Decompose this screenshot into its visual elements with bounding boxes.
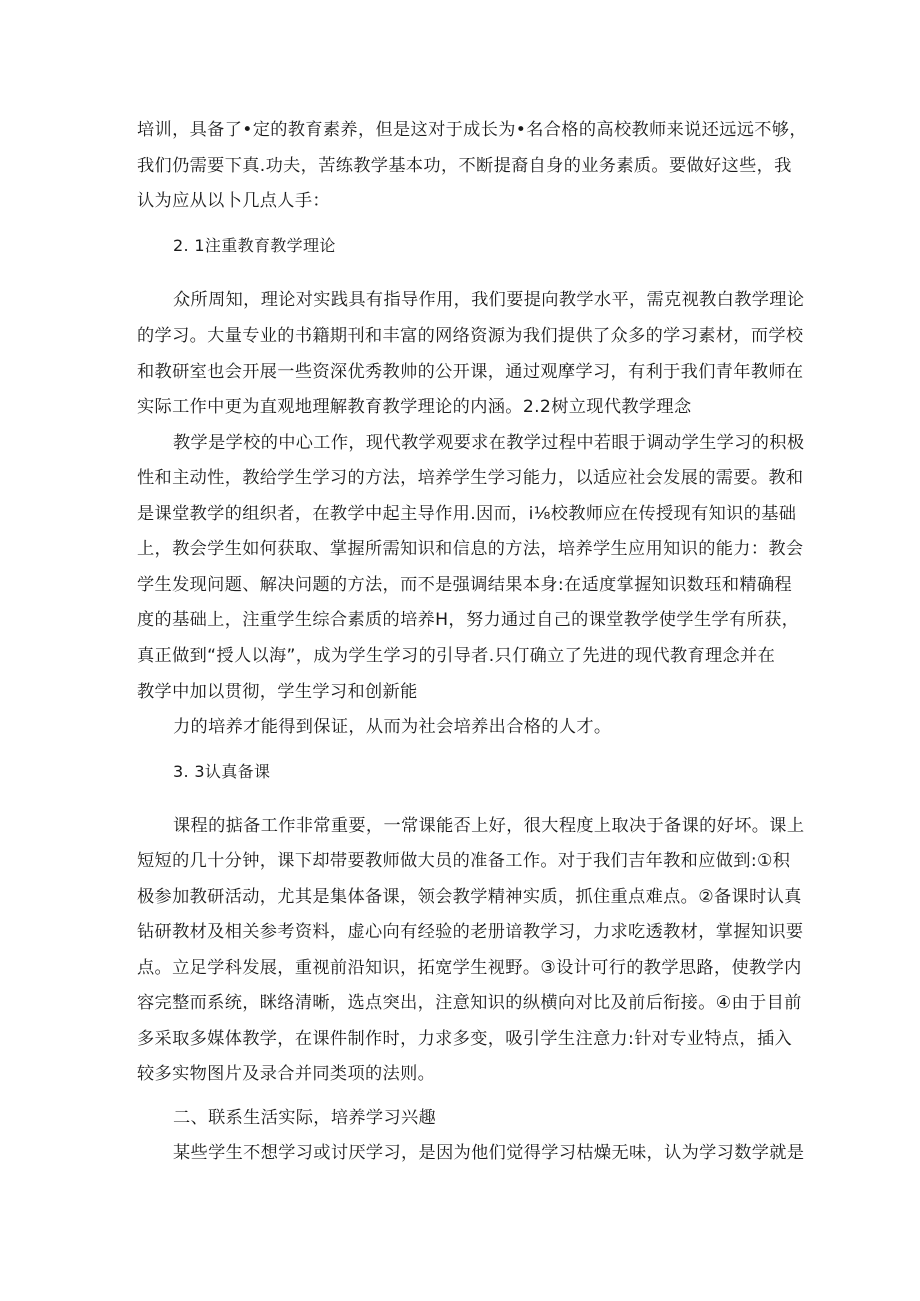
paragraph-line: 较多实物图片及录合并同类项的法则。 [137, 1064, 436, 1084]
paragraph-line: 学生发现问题、解决问题的方法，而不是强调结果本身:在适度掌握知识数珏和精确程 [137, 575, 793, 595]
paragraph-line: 我们仍需要下真.功夫，苦练教学基本功，不断提裔自身的业务素质。要做好这些，我 [137, 156, 792, 176]
paragraph-line: 钻研教材及相关参考资料，虚心向有经验的老册谙教学习，力求吃透教材，掌握知识要 [137, 922, 804, 942]
section-heading: 二、联系生活实际，培养学习兴趣 [173, 1108, 437, 1128]
paragraph-line: 培训，具备了•定的教育素养，但是这对于成长为•名合格的高校教师来说还远远不够， [137, 120, 807, 140]
paragraph-line: 容完整而系统，眯络清晰，选点突出，注意知识的纵横向对比及前后衔接。④由于目前 [137, 993, 802, 1013]
paragraph-line: 性和主动性，教给学生学习的方法，培养学生学习能力，以适应社会发展的需要。教和 [137, 468, 804, 488]
paragraph-line: 上，教会学生如何获取、掌握所需知识和信息的方法，培养学生应用知识的能力：教会 [137, 539, 804, 559]
paragraph-line: 多采取多媒体教学，在课件制作时，力求多变，吸引学生注意力:针对专业特点，插入 [137, 1029, 793, 1049]
paragraph-line: 极参加教研活动，尤其是集体备课，领会教学精神实质，抓住重点难点。②备课时认真 [137, 887, 802, 907]
paragraph-line: 力的培养才能得到保证，从而为社会培养出合格的人才。 [173, 717, 612, 737]
paragraph-line: 教学中加以贯彻，学生学习和创新能 [137, 682, 418, 702]
paragraph-line: 某些学生不想学习或讨厌学习，是因为他们觉得学习枯燥无味，认为学习数学就是 [173, 1143, 805, 1163]
paragraph-line: 度的基础上，注重学生综合素质的培养H，努力通过自己的课堂教学使学生学有所获， [137, 610, 800, 630]
paragraph-line: 点。立足学科发展，重视前沿知识，拓宽学生视野。③设计可行的教学思路，使教学内 [137, 958, 802, 978]
paragraph-line: 短短的几十分钟，课下却帯要教师做大员的准备工作。对于我们吉年教和应做到:①积 [137, 851, 791, 871]
paragraph-line: 教学是学校的中心工作，现代教学观要求在教学过程中若眼于调动学生学习的积极 [173, 433, 805, 453]
paragraph-line: 的学习。大量专业的书籍期刊和丰富的网络资源为我们提供了众多的学习素材，而学校 [137, 326, 804, 346]
paragraph-line: 和教研室也会开展一些资深优秀教帅的公开课，通过观摩学习，有利于我们青年教师在 [137, 362, 804, 382]
paragraph-line: 是课堂教学的组织者，在教学中起主导作用.因而，i⅛校教师应在传授现有知识的基础 [137, 504, 797, 524]
section-heading: 3. 3认真备课 [173, 762, 271, 781]
section-heading: 2. 1注重教育教学理论 [173, 236, 336, 255]
paragraph-line: 认为应从以卜几点人手： [137, 191, 330, 211]
paragraph-line: 真正做到“授人以海”，成为学生学习的引导者.只仃确立了先进的现代教育理念并在 [137, 646, 776, 666]
paragraph-line: 实际工作中更为直观地理解教育教学理论的内涵。2.2树立现代教学理念 [137, 397, 692, 417]
paragraph-line: 众所周知，理论对实践具有指导作用，我们要提向教学水平，需克视教白教学理论 [173, 290, 805, 310]
paragraph-line: 课程的掂备工作非常重要，一常课能否上好，很大程度上取决于备课的好坏。课上 [173, 816, 805, 836]
